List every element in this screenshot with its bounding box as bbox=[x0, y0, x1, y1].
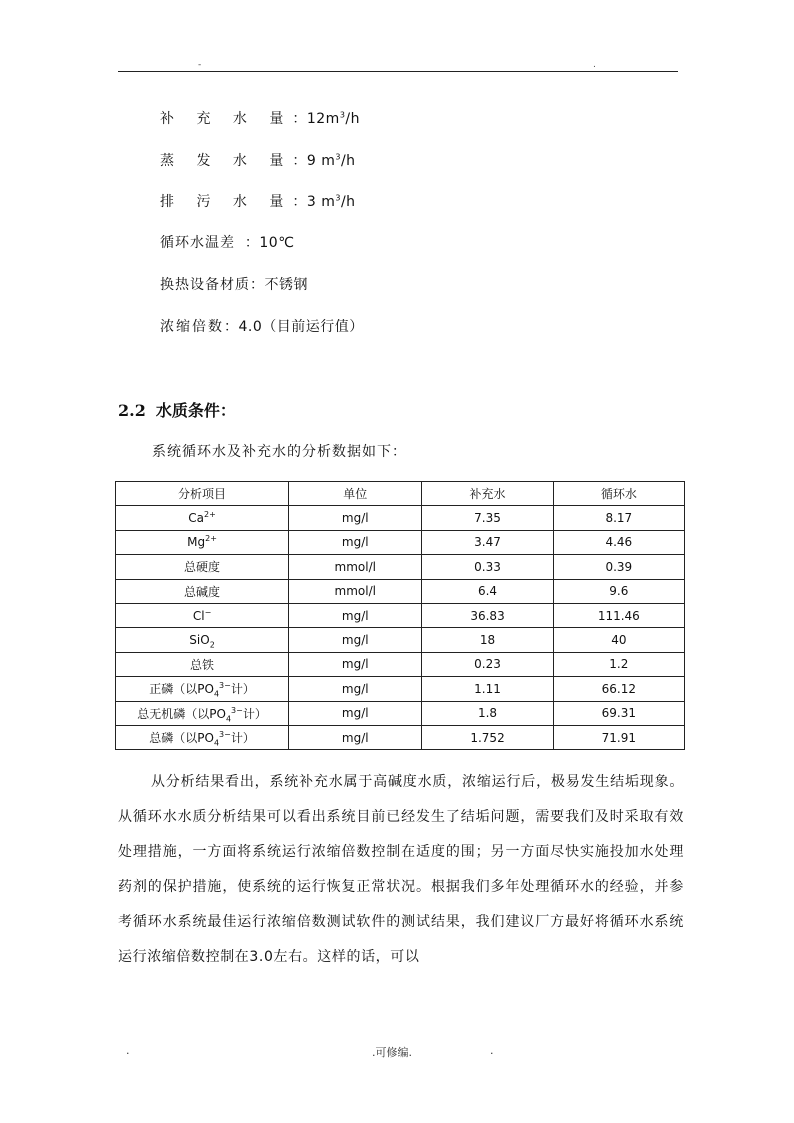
param-label: 排 污 水 量 bbox=[160, 194, 293, 210]
table-row bbox=[116, 677, 685, 701]
circ-cell: 69.31 bbox=[553, 701, 684, 725]
analysis-paragraph: 从分析结果看出，系统补充水属于高碱度水质，浓缩运行后，极易发生结垢现象。从循环水水质分析结果可以看出系统目前已经发生了结垢问题，需要我们及时采取有效处理措施，一方面将系统运行浓缩倍数控制在适度的围；另一方面尽快实施投加水处理药剂的保护措施，使系统的运行恢复正常状况。根据我们多年处理循环水的经验，并参考循环水系统最佳运行浓缩倍数测试软件的测试结果，我们建议厂方最好将循环水系统运行浓缩倍数控制在3.0左右。这样的话，可以 bbox=[118, 774, 684, 965]
makeup-cell: 7.35 bbox=[422, 506, 553, 530]
circ-cell: 111.46 bbox=[553, 603, 684, 627]
param-label: 蒸 发 水 量 bbox=[160, 153, 293, 169]
table-row bbox=[116, 530, 685, 554]
water-analysis-table bbox=[115, 481, 685, 750]
section-number: 2.2 bbox=[118, 401, 146, 420]
item-cell: 总硬度 bbox=[116, 555, 289, 579]
table-row bbox=[116, 701, 685, 725]
param-label: 补 充 水 量 bbox=[160, 111, 293, 127]
footer-editable-note: .可修编. bbox=[372, 1046, 412, 1059]
unit-cell: mg/l bbox=[289, 725, 422, 749]
makeup-cell: 3.47 bbox=[422, 530, 553, 554]
circ-cell: 71.91 bbox=[553, 725, 684, 749]
param-value: ：4.0（目前运行值） bbox=[224, 319, 364, 335]
unit-cell: mg/l bbox=[289, 652, 422, 676]
unit-cell: mg/l bbox=[289, 603, 422, 627]
makeup-cell: 0.23 bbox=[422, 652, 553, 676]
param-value: ：10℃ bbox=[235, 235, 295, 251]
circ-cell: 66.12 bbox=[553, 677, 684, 701]
header-cell: 单位 bbox=[289, 482, 422, 506]
makeup-cell: 1.8 bbox=[422, 701, 553, 725]
param-makeup-water: 补 充 水 量：$12m^3/h$ bbox=[160, 108, 360, 128]
footer-right-mark: . bbox=[490, 1044, 494, 1057]
param-label: 循环水温差 bbox=[160, 235, 235, 251]
item-cell: $Ca^{2+}$ bbox=[116, 506, 289, 530]
section-title bbox=[118, 398, 236, 421]
makeup-cell: 1.752 bbox=[422, 725, 553, 749]
item-cell: Cl− bbox=[116, 603, 289, 627]
makeup-cell: 6.4 bbox=[422, 579, 553, 603]
makeup-cell: 18 bbox=[422, 628, 553, 652]
makeup-cell: 0.33 bbox=[422, 555, 553, 579]
unit-cell: mg/l bbox=[289, 530, 422, 554]
table-row bbox=[116, 603, 685, 627]
param-value: ：不锈钢 bbox=[250, 277, 308, 293]
param-evaporation: 蒸 发 水 量：9 $m^3/h$ bbox=[160, 150, 356, 170]
table-row bbox=[116, 652, 685, 676]
table-row bbox=[116, 725, 685, 749]
table-intro: 系统循环水及补充水的分析数据如下： bbox=[152, 444, 407, 460]
circ-cell: 1.2 bbox=[553, 652, 684, 676]
param-material bbox=[160, 274, 308, 294]
circ-cell: 8.17 bbox=[553, 506, 684, 530]
item-cell: 总铁 bbox=[116, 652, 289, 676]
unit-cell: mmol/l bbox=[289, 555, 422, 579]
table-row bbox=[116, 628, 685, 652]
param-blowdown: 排 污 水 量：3 $m^3/h$ bbox=[160, 191, 356, 211]
item-cell: $Mg^{2+}$ bbox=[116, 530, 289, 554]
item-cell: 正磷（以$PO_4^{3-}$计） bbox=[116, 677, 289, 701]
table-row bbox=[116, 506, 685, 530]
makeup-cell: 36.83 bbox=[422, 603, 553, 627]
footer-left-mark: . bbox=[126, 1044, 130, 1057]
header-cell: 循环水 bbox=[553, 482, 684, 506]
table-row bbox=[116, 579, 685, 603]
item-cell: 总无机磷（以$PO_4^{3-}$计） bbox=[116, 701, 289, 725]
circ-cell: 0.39 bbox=[553, 555, 684, 579]
param-value: ：3 m bbox=[292, 194, 336, 210]
unit-cell: mg/l bbox=[289, 506, 422, 530]
param-label: 浓缩倍数 bbox=[160, 319, 224, 335]
table-header-row bbox=[116, 482, 685, 506]
unit-cell: mg/l bbox=[289, 701, 422, 725]
param-concentration bbox=[160, 316, 364, 336]
circ-cell: 4.46 bbox=[553, 530, 684, 554]
item-cell: 总磷（以$PO_4^{3-}$计） bbox=[116, 725, 289, 749]
param-label: 换热设备材质 bbox=[160, 277, 250, 293]
item-cell: 总碱度 bbox=[116, 579, 289, 603]
makeup-cell: 1.11 bbox=[422, 677, 553, 701]
section-heading: 水质条件： bbox=[155, 401, 236, 420]
header-cell: 分析项目 bbox=[116, 482, 289, 506]
param-value: ：9 m bbox=[292, 153, 336, 169]
table-row bbox=[116, 555, 685, 579]
header-left-mark: - bbox=[198, 60, 202, 70]
item-cell: SiO$_2$ bbox=[116, 628, 289, 652]
param-temp-diff bbox=[160, 232, 294, 252]
header-right-mark: . bbox=[593, 60, 596, 70]
param-value: ：12m bbox=[292, 111, 340, 127]
header-rule bbox=[118, 71, 678, 72]
unit-cell: mmol/l bbox=[289, 579, 422, 603]
unit-cell: mg/l bbox=[289, 677, 422, 701]
circ-cell: 40 bbox=[553, 628, 684, 652]
unit-cell: mg/l bbox=[289, 628, 422, 652]
header-cell: 补充水 bbox=[422, 482, 553, 506]
circ-cell: 9.6 bbox=[553, 579, 684, 603]
